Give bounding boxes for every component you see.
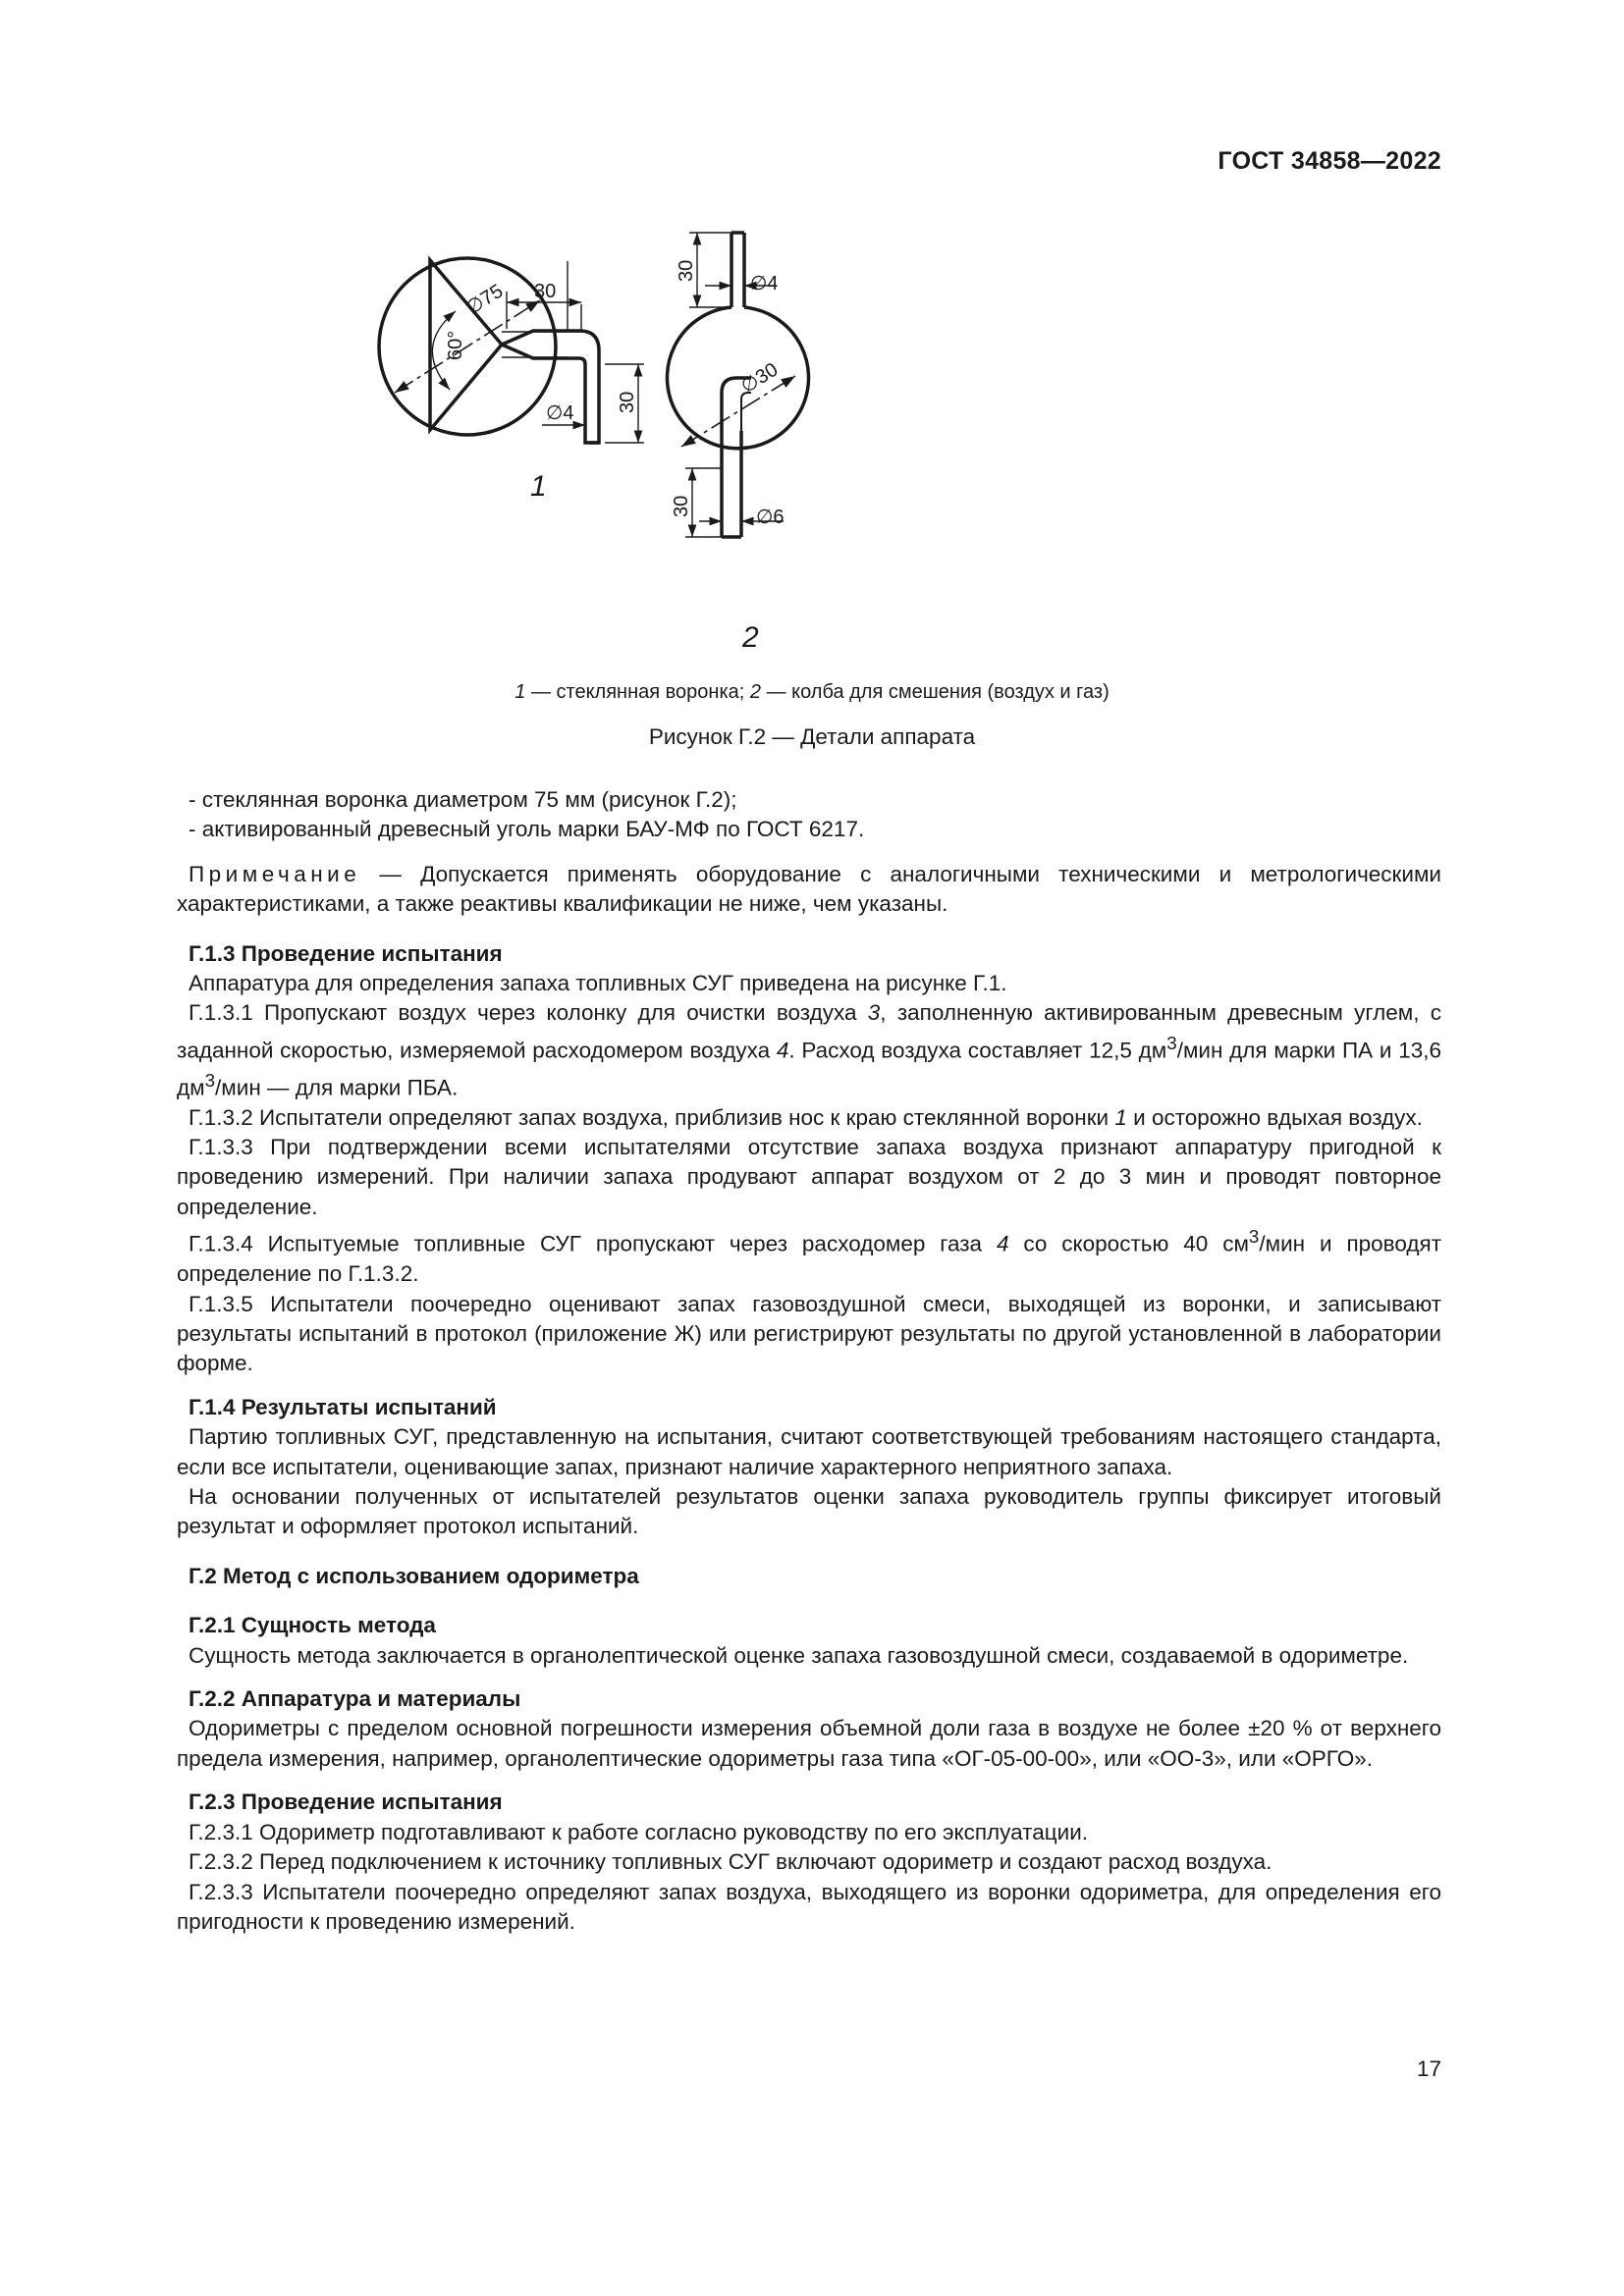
dim-circle-diameter: ∅75 <box>461 280 508 320</box>
dim-tube-length: 30 <box>534 281 557 302</box>
paragraph-g231: Г.2.3.1 Одориметр подготавливают к работе согласно руководству по его эксплуатации. <box>189 1819 1089 1844</box>
legend-text-2: — колба для смешения (воздух и газ) <box>761 681 1110 703</box>
paragraph-g132 <box>177 1103 1441 1133</box>
paragraph-g131 <box>177 998 1441 1102</box>
heading-g22: Г.2.2 Аппаратура и материалы <box>189 1686 521 1712</box>
paragraph-g133: Г.1.3.3 При подтверждении всеми испытателями отсутствие запаха воздуха признают аппаратуру пригодной к проведению измерений. При наличии запаха продувают аппарат воздухом от 2 до 3 мин и проводят повторное определение. <box>177 1135 1441 1219</box>
figure-label-flask: 2 <box>742 621 759 654</box>
dim-flask-bottom-diameter: ∅6 <box>756 507 785 528</box>
paragraph-g233: Г.2.3.3 Испытатели поочередно определяют запах воздуха, выходящего из воронки одориметра, для определения его пригодности к проведению измерений. <box>177 1879 1441 1934</box>
note-paragraph <box>177 860 1441 920</box>
standard-code: ГОСТ 34858—2022 <box>1218 147 1441 175</box>
superscript: 3 <box>1166 1032 1177 1053</box>
heading-g13: Г.1.3 Проведение испытания <box>189 940 503 966</box>
heading-g2: Г.2 Метод с использованием одориметра <box>189 1563 639 1588</box>
paragraph-g135: Г.1.3.5 Испытатели поочередно оценивают запах газовоздушной смеси, выходящей из воронки, и записывают результаты испытаний в протокол (приложение Ж) или регистрируют результаты по другой установленной в лаборатории форме. <box>177 1291 1441 1376</box>
paragraph-g232: Г.2.3.2 Перед подключением к источнику топливных СУГ включают одориметр и создают расход воздуха. <box>189 1849 1272 1875</box>
superscript: 3 <box>204 1069 216 1091</box>
figure-caption: Рисунок Г.2 — Детали аппарата <box>648 724 976 749</box>
note-label: Примечание <box>189 861 361 886</box>
dim-tube-diameter: ∅4 <box>546 402 574 424</box>
document-body <box>177 785 1441 1937</box>
superscript: 3 <box>1248 1226 1260 1248</box>
ref-number: 4 <box>776 1038 789 1063</box>
note-text: — Допускается применять оборудование с аналогичными техническими и метрологическими характеристиками, а также реактивы квалификации не ниже, чем указаны. <box>177 861 1441 917</box>
text-span: . Расход воздуха составляет 12,5 дм <box>788 1038 1167 1063</box>
text-span: /мин — для марки ПБА. <box>215 1075 459 1100</box>
text-span: со скоростью 40 см <box>1008 1231 1249 1256</box>
paragraph-g134 <box>177 1222 1441 1289</box>
text-span: Г.1.3.4 Испытуемые топливные СУГ пропускают через расходомер газа <box>189 1231 997 1256</box>
dim-flask-top-diameter: ∅4 <box>750 273 779 294</box>
figure-label-funnel: 1 <box>530 470 547 503</box>
paragraph-g14-1: Партию топливных СУГ, представленную на испытания, считают соответствующей требованиям настоящего стандарта, если все испытатели, оценивающие запах, признают наличие характерного неприятного запаха. <box>177 1424 1441 1479</box>
paragraph-g13: Аппаратура для определения запаха топливных СУГ приведена на рисунке Г.1. <box>189 971 1007 996</box>
paragraph-g21: Сущность метода заключается в органолептической оценке запаха газовоздушной смеси, создаваемой в одориметре. <box>189 1642 1409 1668</box>
ref-number: 4 <box>996 1231 1009 1256</box>
text-span: и осторожно вдыхая воздух. <box>1126 1104 1423 1130</box>
circle-75-drawing <box>379 258 556 435</box>
text-span: /мин и проводят определение по Г.1.3.2. <box>177 1231 1442 1287</box>
dim-flask-ball-diameter: ∅30 <box>736 358 783 399</box>
figure-apparatus-details <box>353 221 1237 672</box>
page-number: 17 <box>1416 2056 1441 2081</box>
apparatus-drawing <box>353 221 1237 672</box>
legend-text-1: — стеклянная воронка; <box>525 681 750 703</box>
paragraph-g14-2: На основании полученных от испытателей результатов оценки запаха руководитель группы фиксирует итоговый результат и оформляет протокол испытаний. <box>177 1484 1441 1539</box>
figure-legend <box>0 681 1624 704</box>
ref-number: 3 <box>867 1000 881 1026</box>
text-span: Г.1.3.1 Пропускают воздух через колонку для очистки воздуха <box>189 1000 868 1026</box>
ref-number: 1 <box>1114 1104 1127 1130</box>
dim-flask-bottom-length: 30 <box>671 495 692 517</box>
dim-funnel-angle: 60° <box>445 330 466 360</box>
text-span: , заполненную активированным древесным углем, с заданной скоростью, измеряемой расходомером воздуха <box>177 1000 1441 1063</box>
legend-number-2: 2 <box>749 681 762 703</box>
heading-g23: Г.2.3 Проведение испытания <box>189 1789 503 1815</box>
dim-tube-height: 30 <box>617 391 638 413</box>
paragraph-g22: Одориметры с пределом основной погрешности измерения объемной доли газа в воздухе не более ±20 % от верхнего предела измерения, например, органолептические одориметры газа типа «ОГ-05-00-00», или «ОО-3», или «ОРГО». <box>177 1716 1441 1771</box>
list-item-funnel: - стеклянная воронка диаметром 75 мм (рисунок Г.2); <box>189 787 737 812</box>
heading-g14: Г.1.4 Результаты испытаний <box>189 1394 497 1419</box>
legend-number-1: 1 <box>514 681 526 703</box>
list-item-charcoal: - активированный древесный уголь марки БАУ-МФ по ГОСТ 6217. <box>189 817 865 842</box>
heading-g21: Г.2.1 Сущность метода <box>189 1613 436 1638</box>
text-span: /мин для марки ПА и 13,6 дм <box>177 1038 1442 1100</box>
text-span: Г.1.3.2 Испытатели определяют запах воздуха, приблизив нос к краю стеклянной воронки <box>189 1104 1115 1130</box>
dim-flask-top-length: 30 <box>676 259 697 282</box>
